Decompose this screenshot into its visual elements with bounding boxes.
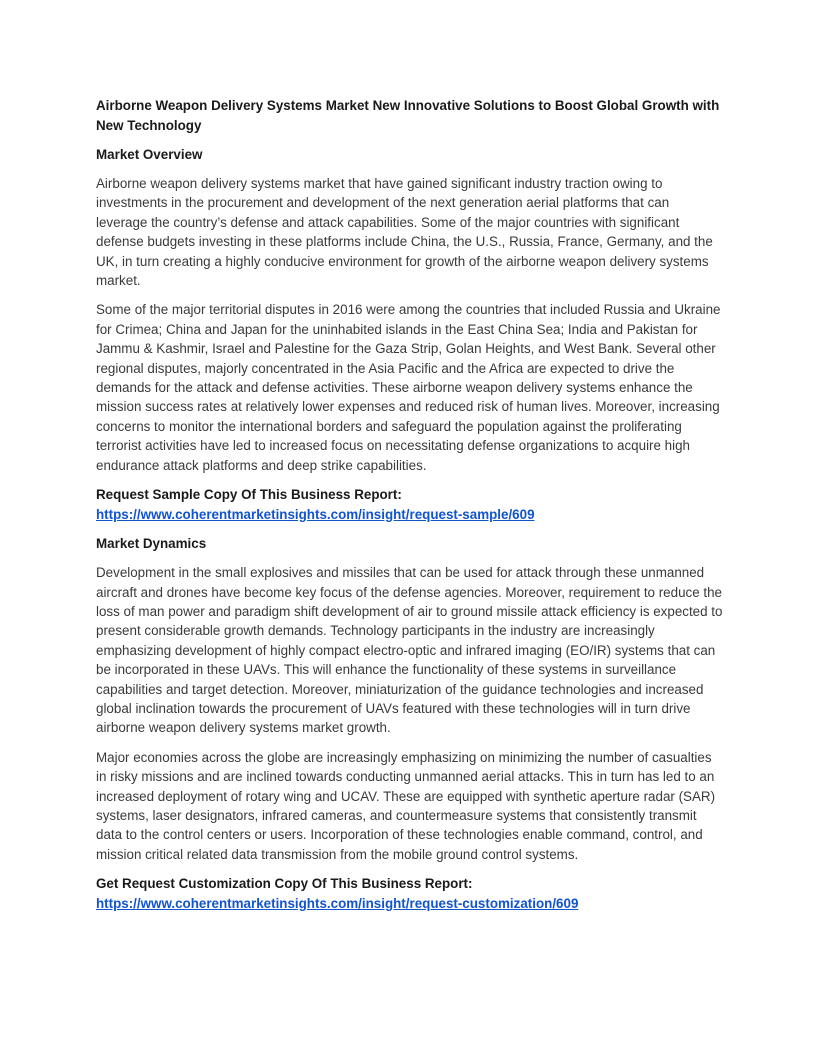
overview-paragraph-1: Airborne weapon delivery systems market that have gained significant industry traction owing to investments in the procurement and development of the next generation aerial platforms that can leverage the country’s defense and attack capabilities. Some of the major countries with significant defense budgets investing in these platforms include China, the U.S., Russia, France, Germany, and the UK, in turn creating a highly conducive environment for growth of the airborne weapon delivery systems market. (96, 176, 713, 289)
market-overview-heading: Market Overview (96, 147, 203, 162)
sample-request-block (96, 485, 724, 524)
dynamics-paragraph-1: Development in the small explosives and missiles that can be used for attack through these unmanned aircraft and drones have become key focus of the defense agencies. Moreover, requirement to reduce the loss of man power and paradigm shift development of air to ground missile attack efficiency is expected to present considerable growth demands. Technology participants in the industry are increasingly emphasizing development of highly compact electro-optic and infrared imaging (EO/IR) systems that can be incorporated in these UAVs. This will enhance the functionality of these systems in surveillance capabilities and target detection. Moreover, miniaturization of the guidance technologies and increased global inclination towards the procurement of UAVs featured with these technologies will in turn drive airborne weapon delivery systems market growth. (96, 565, 723, 736)
sample-request-link[interactable]: https://www.coherentmarketinsights.com/insight/request-sample/609 (96, 506, 535, 522)
customization-request-link[interactable]: https://www.coherentmarketinsights.com/insight/request-customization/609 (96, 895, 579, 911)
customization-request-label: Get Request Customization Copy Of This Business Report: (96, 876, 473, 892)
market-dynamics-heading: Market Dynamics (96, 536, 207, 552)
dynamics-paragraph-2: Major economies across the globe are increasingly emphasizing on minimizing the number of casualties in risky missions and are inclined towards conducting unmanned aerial attacks. This in turn has led to an increased deployment of rotary wing and UCAV. These are equipped with synthetic aperture radar (SAR) systems, laser designators, infrared cameras, and countermeasure systems that consistently transmit data to the control centers or users. Incorporation of these technologies enable command, control, and mission critical related data transmission from the mobile ground control systems. (96, 749, 716, 862)
customization-request-block (96, 874, 724, 913)
document-title: Airborne Weapon Delivery Systems Market New Innovative Solutions to Boost Global Growth with New Technology (96, 98, 720, 133)
sample-request-label: Request Sample Copy Of This Business Report: (96, 487, 402, 503)
overview-paragraph-2: Some of the major territorial disputes in 2016 were among the countries that included Russia and Ukraine for Crimea; China and Japan for the uninhabited islands in the East China Sea; India and Pakistan for Jammu & Kashmir, Israel and Palestine for the Gaza Strip, Golan Heights, and West Bank. Several other regional disputes, majorly concentrated in the Asia Pacific and the Africa are expected to drive the demands for the attack and defense activities. These airborne weapon delivery systems enhance the mission success rates at relatively lower expenses and reduced risk of human lives. Moreover, increasing concerns to monitor the international borders and safeguard the population against the proliferating terrorist activities have led to increased focus on necessitating defense organizations to acquire high endurance attack platforms and deep strike capabilities. (96, 302, 721, 473)
document-page (96, 96, 724, 923)
